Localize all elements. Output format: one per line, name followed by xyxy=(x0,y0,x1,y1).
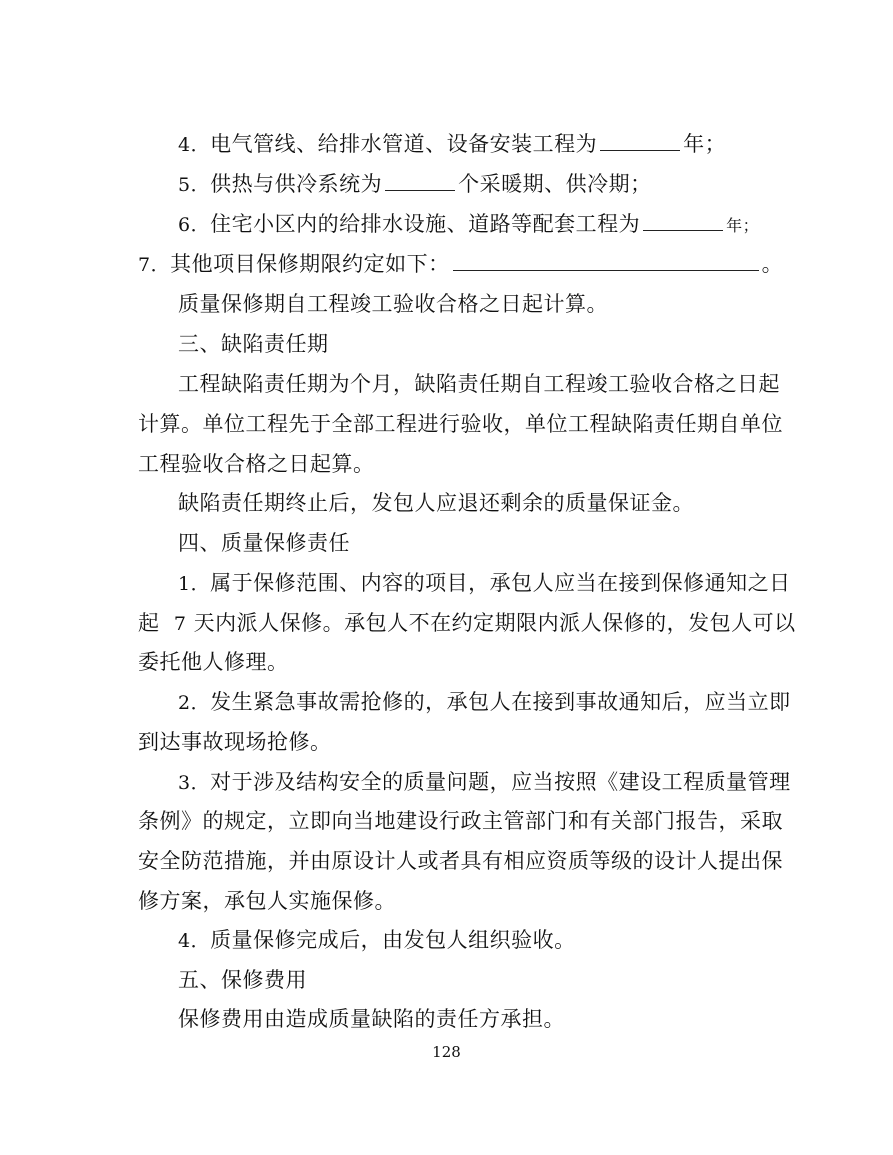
responsibility-item-1 xyxy=(178,568,808,599)
item-tail: 年； xyxy=(683,132,727,156)
paragraph-line: 到达事故现场抢修。 xyxy=(138,730,332,754)
item-text: 天内派人保修。承包人不在约定期限内派人保修的，发包人可以 xyxy=(193,611,796,635)
paragraph-line: 保修费用由造成质量缺陷的责任方承担。 xyxy=(178,1007,565,1031)
fill-in-blank xyxy=(385,170,455,191)
paragraph-line: 工程缺陷责任期为个月，缺陷责任期自工程竣工验收合格之日起 xyxy=(178,372,780,396)
item-number: 6． xyxy=(178,214,211,236)
item-text: 起 xyxy=(138,611,160,635)
item-number: 5． xyxy=(178,174,211,196)
paragraph-line: 安全防范措施，并由原设计人或者具有相应资质等级的设计人提出保 xyxy=(138,849,783,873)
item-number: 2． xyxy=(178,692,211,714)
item-text: 属于保修范围、内容的项目，承包人应当在接到保修通知之日 xyxy=(210,571,791,595)
item-text: 电气管线、给排水管道、设备安装工程为 xyxy=(210,132,598,156)
days-value: 7 xyxy=(173,613,187,635)
paragraph-line: 计算。单位工程先于全部工程进行验收，单位工程缺陷责任期自单位 xyxy=(138,412,783,436)
paragraph-warranty-start: 质量保修期自工程竣工验收合格之日起计算。 xyxy=(178,292,608,316)
fill-in-blank xyxy=(453,250,759,271)
item-number: 4． xyxy=(178,134,211,156)
paragraph-line: 条例》的规定，立即向当地建设行政主管部门和有关部门报告，采取 xyxy=(138,809,783,833)
paragraph-line: 缺陷责任期终止后，发包人应退还剩余的质量保证金。 xyxy=(178,491,694,515)
section-heading-warranty-cost: 五、保修费用 xyxy=(178,968,307,992)
paragraph-line: 委托他人修理。 xyxy=(138,650,289,674)
item-tail: 。 xyxy=(761,252,784,276)
warranty-item-7 xyxy=(138,249,784,280)
page-number: 128 xyxy=(432,1043,461,1061)
section-heading-warranty-responsibility: 四、质量保修责任 xyxy=(178,531,350,555)
item-number: 3． xyxy=(178,772,211,794)
item-text: 质量保修完成后，由发包人组织验收。 xyxy=(210,928,576,952)
warranty-item-5 xyxy=(178,169,808,200)
item-number: 4． xyxy=(178,930,211,952)
paragraph-line: 修方案，承包人实施保修。 xyxy=(138,889,396,913)
item-text: 住宅小区内的给排水设施、道路等配套工程为 xyxy=(210,212,641,236)
responsibility-item-4 xyxy=(178,925,808,956)
item-number: 7． xyxy=(138,254,171,276)
responsibility-item-3 xyxy=(178,767,808,798)
item-tail: 年； xyxy=(726,216,760,235)
paragraph-line xyxy=(138,608,796,639)
paragraph-line: 工程验收合格之日起算。 xyxy=(138,452,375,476)
item-tail: 个采暖期、供冷期； xyxy=(458,172,652,196)
warranty-item-6 xyxy=(178,209,808,241)
item-number: 1． xyxy=(178,573,211,595)
warranty-item-4 xyxy=(178,129,808,160)
item-text: 供热与供冷系统为 xyxy=(210,172,383,196)
section-heading-defect-period: 三、缺陷责任期 xyxy=(178,332,329,356)
fill-in-blank xyxy=(643,210,723,231)
item-text: 其他项目保修期限约定如下： xyxy=(170,252,450,276)
item-text: 发生紧急事故需抢修的，承包人在接到事故通知后，应当立即 xyxy=(210,690,791,714)
item-text: 对于涉及结构安全的质量问题，应当按照《建设工程质量管理 xyxy=(210,770,791,794)
responsibility-item-2 xyxy=(178,687,808,718)
fill-in-blank xyxy=(600,130,680,151)
